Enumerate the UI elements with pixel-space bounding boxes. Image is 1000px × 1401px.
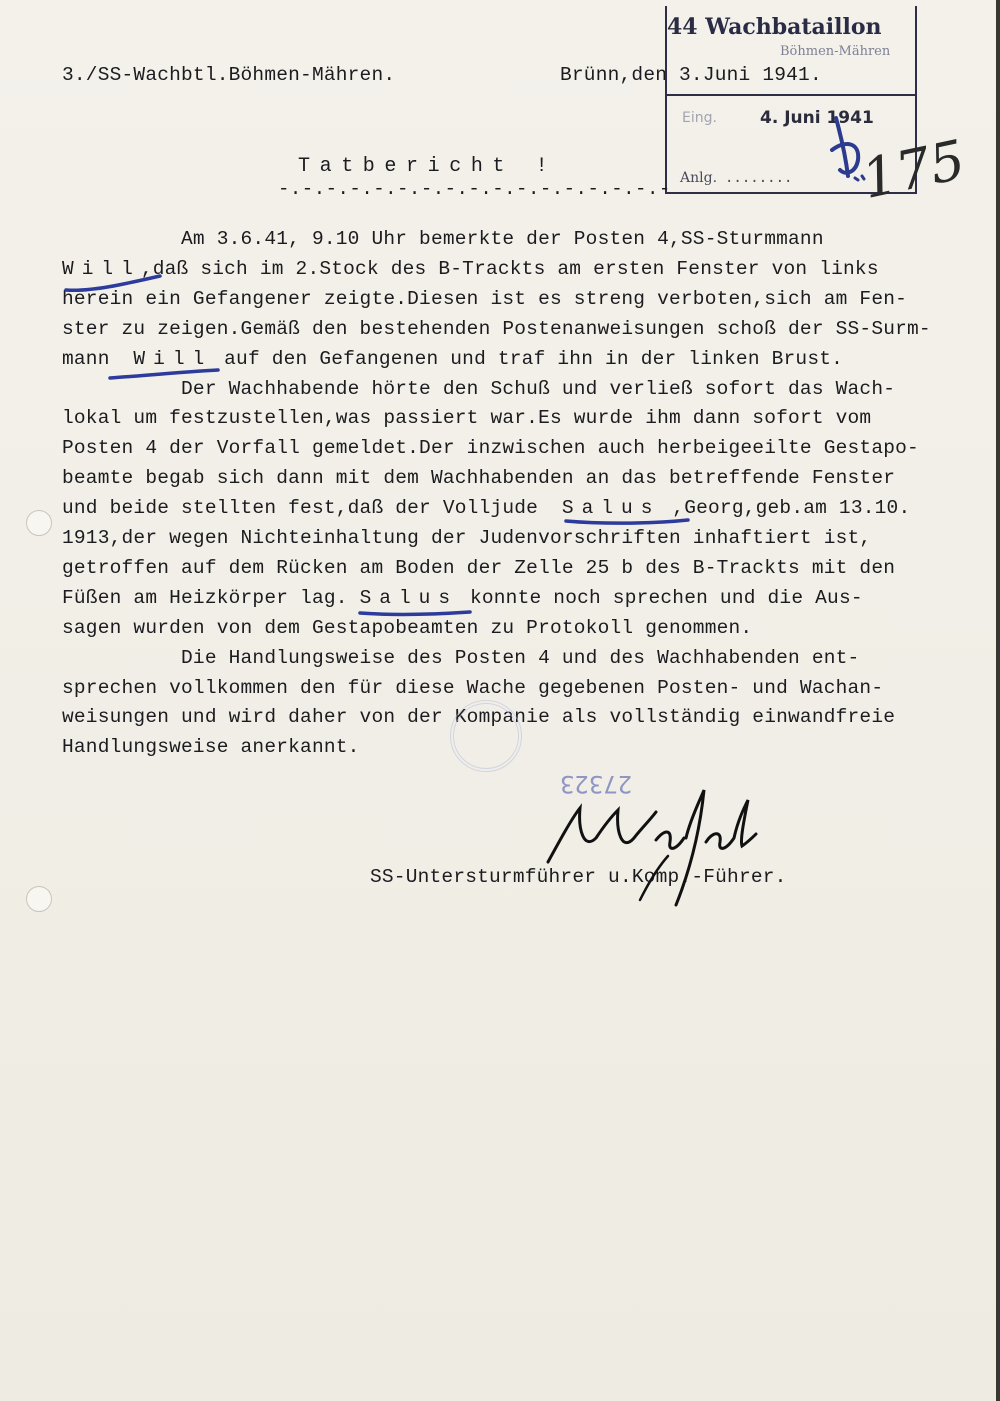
sender-unit: 3./SS-Wachbtl.Böhmen-Mähren. — [62, 64, 396, 86]
body-text-segment: mann — [62, 347, 134, 370]
stamp-received-date: 4. Juni 1941 — [760, 108, 874, 128]
body-text-segment: konnte noch sprechen und die Aus- — [458, 586, 863, 609]
body-line: Die Handlungsweise des Posten 4 und des Wachhabenden ent- — [62, 646, 860, 669]
body-text-segment: ,Georg,geb.am 13.10. — [660, 497, 911, 520]
signature-title: SS-Untersturmführer u.Komp.-Führer. — [370, 866, 787, 888]
body-line: getroffen auf dem Rücken am Boden der Zelle 25 b des B-Trackts mit den — [62, 556, 896, 579]
name-underline-will-2 — [110, 370, 218, 378]
body-line: lokal um festzustellen,was passiert war.Es wurde ihm dann sofort vom — [62, 407, 872, 430]
report-title: Tatbericht ! — [298, 155, 558, 178]
body-line: Der Wachhabende hörte den Schuß und verließ sofort das Wach- — [62, 377, 896, 400]
stamp-initial-mark — [832, 118, 864, 180]
body-text-segment: auf den Gefangenen und traf ihn in der linken Brust. — [212, 347, 844, 370]
stamp-title: 44 Wachbataillon — [667, 14, 882, 40]
stamp-attachment-dots: ........ — [725, 170, 793, 186]
body-line: 1913,der wegen Nichteinhaltung der Judenvorschriften inhaftiert ist, — [62, 527, 872, 549]
body-line: sprechen vollkommen den für diese Wache gegebenen Posten- und Wachan- — [62, 676, 884, 699]
name-underline-salus-1 — [566, 520, 688, 523]
body-line: weisungen und wird daher von der Kompanie als vollständig einwandfreie — [62, 706, 896, 729]
body-text-segment: Füßen am Heizkörper lag. — [62, 586, 360, 609]
name-underline-salus-2 — [360, 612, 470, 615]
body-line: sagen wurden von dem Gestapobeamten zu Protokoll genommen. — [62, 616, 753, 639]
commander-signature — [548, 790, 756, 905]
emphasized-name: Will — [62, 257, 141, 280]
name-underline-will-1 — [66, 276, 160, 290]
body-line: Am 3.6.41, 9.10 Uhr bemerkte der Posten 4,SS-Sturmmann — [62, 228, 824, 250]
place-date: Brünn,den 3.Juni 1941. — [560, 64, 822, 86]
handwritten-folio-number: 175 — [856, 127, 971, 212]
stamp-attachment-label: Anlg. — [680, 170, 718, 186]
title-underline: -.-.-.-.-.-.-.-.-.-.-.-.-.-.-.-.- — [278, 178, 671, 200]
body-line: beamte begab sich dann mit dem Wachhabenden an das betreffende Fenster — [62, 467, 896, 490]
body-line: herein ein Gefangener zeigte.Diesen ist es streng verboten,sich am Fen- — [62, 287, 908, 310]
stamp-subtitle: Böhmen-Mähren — [780, 44, 891, 59]
body-text-segment: und beide stellten fest,daß der Volljude — [62, 497, 562, 520]
body-line: Handlungsweise anerkannt. — [62, 736, 360, 759]
body-line: Posten 4 der Vorfall gemeldet.Der inzwischen auch herbeigeeilte Gestapo- — [62, 437, 919, 460]
emphasized-name: Salus — [561, 497, 661, 520]
emphasized-name: Salus — [359, 586, 459, 609]
archive-number: 27323 — [560, 770, 633, 798]
emphasized-name: Will — [133, 347, 213, 370]
stamp-received-label: Eing. — [682, 110, 717, 126]
body-text-segment: ,daß sich im 2.Stock des B-Trackts am ersten Fenster von links — [140, 257, 879, 280]
body-line: ster zu zeigen.Gemäß den bestehenden Postenanweisungen schoß der SS-Surm- — [62, 317, 931, 340]
